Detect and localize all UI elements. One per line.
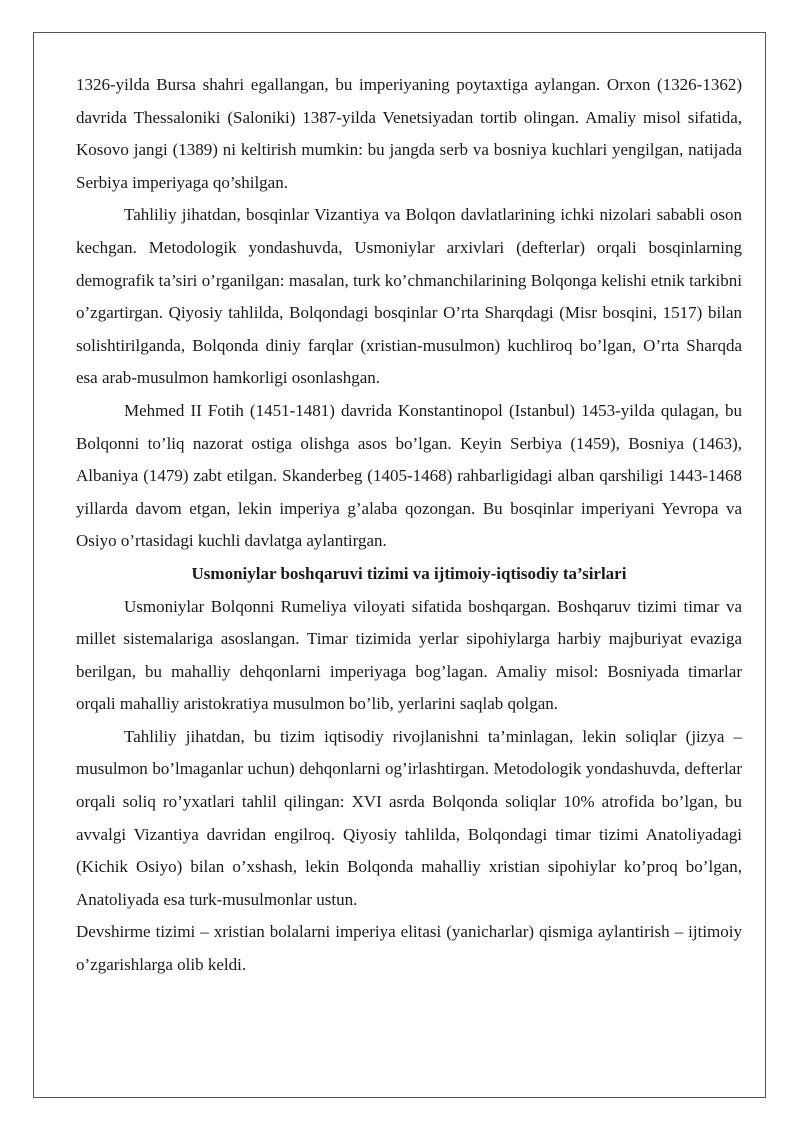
- paragraph-devshirme: Devshirme tizimi – xristian bolalarni imperiya elitasi (yanicharlar) qismiga aylantirish – ijtimoiy o’zgarishlarga olib keldi.: [76, 922, 742, 975]
- document-body: [76, 69, 742, 982]
- paragraph-analysis-invasions: Tahliliy jihatdan, bosqinlar Vizantiya va Bolqon davlatlarining ichki nizolari sababli oson kechgan. Metodologik yondashuvda, Usmoniylar arxivlari (defterlar) orqali bosqinlarning demografik ta’siri o’rganilgan: masalan, turk ko’chmanchilarining Bolqonga kelishi etnik tarkibni o’zgartirgan. Qiyosiy tahlilda, Bolqondagi bosqinlar O’rta Sharqdagi (Misr bosqini, 1517) bilan solishtirilganda, Bolqonda diniy farqlar (xristian-musulmon) kuchliroq bo’lgan, O’rta Sharqda esa arab-musulmon hamkorligi osonlashgan.: [76, 205, 742, 388]
- paragraph-taxes: Tahliliy jihatdan, bu tizim iqtisodiy rivojlanishni ta’minlagan, lekin soliqlar (jizya – musulmon bo’lmaganlar uchun) dehqonlarni og’irlashtirgan. Metodologik yondashuvda, defterlar orqali soliq ro’yxatlari tahlil qilingan: XVI asrda Bolqonda soliqlar 10% atrofida bo’lgan, bu avvalgi Vizantiya davridan engilroq. Qiyosiy tahlilda, Bolqondagi timar tizimi Anatoliyadagi (Kichik Osiyo) bilan o’xshash, lekin Bolqonda mahalliy xristian sipohiylar ko’proq bo’lgan, Anatoliyada esa turk-musulmonlar ustun.: [76, 726, 742, 909]
- paragraph-bursa: 1326-yilda Bursa shahri egallangan, bu imperiyaning poytaxtiga aylangan. Orxon (1326-1362) davrida Thessaloniki (Saloniki) 1387-yilda Venetsiyadan tortib olingan. Amaliy misol sifatida, Kosovo jangi (1389) ni keltirish mumkin: bu jangda serb va bosniya kuchlari yengilgan, natijada Serbiya imperiyaga qo’shilgan.: [76, 75, 742, 192]
- section-heading: Usmoniylar boshqaruvi tizimi va ijtimoiy-iqtisodiy ta’sirlari: [191, 563, 627, 583]
- paragraph-mehmed-ii: Mehmed II Fotih (1451-1481) davrida Konstantinopol (Istanbul) 1453-yilda qulagan, bu Bolqonni to’liq nazorat ostiga olishga asos bo’lgan. Keyin Serbiya (1459), Bosniya (1463), Albaniya (1479) zabt etilgan. Skanderbeg (1405-1468) rahbarligidagi alban qarshiligi 1443-1468 yillarda davom etgan, lekin imperiya g’alaba qozongan. Bu bosqinlar imperiyani Yevropa va Osiyo o’rtasidagi kuchli davlatga aylantirgan.: [76, 400, 742, 551]
- paragraph-rumelia: Usmoniylar Bolqonni Rumeliya viloyati sifatida boshqargan. Boshqaruv tizimi timar va millet sistemalariga asoslangan. Timar tizimida yerlar sipohiylarga harbiy majburiyat evaziga berilgan, bu mahalliy dehqonlarni imperiyaga bog’lagan. Amaliy misol: Bosniyada timarlar orqali mahalliy aristokratiya musulmon bo’lib, yerlarini saqlab qolgan.: [76, 596, 742, 714]
